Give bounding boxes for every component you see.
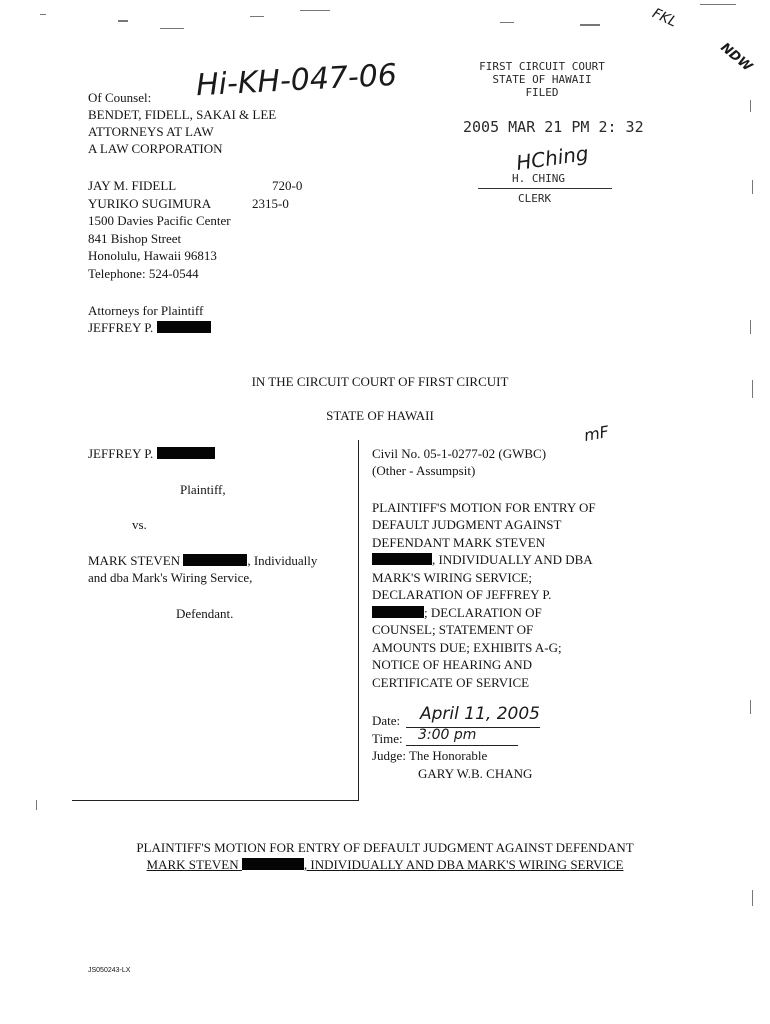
redaction-bar bbox=[372, 553, 432, 565]
hearing-date-value: April 11, 2005 bbox=[420, 704, 540, 724]
telephone-line: Telephone: 524-0544 bbox=[88, 266, 199, 281]
handwritten-civil-initials: mF bbox=[582, 421, 611, 446]
motion-heading-line1: PLAINTIFF'S MOTION FOR ENTRY OF DEFAULT JUDGMENT AGAINST DEFENDANT bbox=[136, 840, 634, 855]
document-title-line: COUNSEL; STATEMENT OF bbox=[372, 622, 534, 637]
redaction-bar bbox=[157, 321, 211, 333]
hearing-time-label: Time: bbox=[372, 731, 403, 746]
firm-name: BENDET, FIDELL, SAKAI & LEE bbox=[88, 107, 277, 122]
hearing-time-line bbox=[406, 745, 518, 746]
court-state: STATE OF HAWAII bbox=[326, 408, 434, 423]
document-title-line: AMOUNTS DUE; EXHIBITS A-G; bbox=[372, 640, 562, 655]
redaction-bar bbox=[242, 858, 304, 870]
defendant-role: Defendant. bbox=[176, 606, 234, 621]
hearing-date-label: Date: bbox=[372, 713, 401, 728]
client-name: JEFFREY P. bbox=[88, 320, 211, 336]
stamp-court-line: FIRST CIRCUIT COURT bbox=[479, 60, 605, 73]
civil-number: Civil No. 05-1-0277-02 (GWBC) bbox=[372, 446, 547, 461]
of-counsel-label: Of Counsel: bbox=[88, 90, 152, 105]
document-title-line: CERTIFICATE OF SERVICE bbox=[372, 675, 530, 690]
document-title-line: ; DECLARATION OF bbox=[372, 605, 542, 621]
plaintiff-role: Plaintiff, bbox=[180, 482, 226, 497]
handwritten-initials: FKL bbox=[649, 5, 680, 31]
filing-stamp bbox=[462, 60, 622, 99]
stamp-filed-line: FILED bbox=[525, 86, 559, 99]
address-line: 1500 Davies Pacific Center bbox=[88, 213, 231, 228]
stamp-clerk-name: H. CHING bbox=[512, 172, 565, 185]
stamp-datetime: 2005 MAR 21 PM 2: 32 bbox=[463, 118, 644, 136]
judge-label: Judge: The Honorable bbox=[372, 748, 488, 763]
judge-name: GARY W.B. CHANG bbox=[418, 766, 533, 781]
redaction-bar bbox=[183, 554, 247, 566]
caption-plaintiff: JEFFREY P. bbox=[88, 446, 215, 462]
caption-vertical-rule bbox=[358, 440, 359, 800]
versus-label: vs. bbox=[132, 517, 147, 532]
document-title-line: MARK'S WIRING SERVICE; bbox=[372, 570, 532, 585]
document-title-line: DEFENDANT MARK STEVEN bbox=[372, 535, 546, 550]
document-title-line: PLAINTIFF'S MOTION FOR ENTRY OF bbox=[372, 500, 596, 515]
attorney-number: 2315-0 bbox=[252, 196, 289, 211]
redaction-bar bbox=[372, 606, 424, 618]
handwritten-case-ref: Hi-KH-047-06 bbox=[195, 57, 398, 104]
stamp-clerk-title: CLERK bbox=[518, 192, 552, 205]
hearing-time-value: 3:00 pm bbox=[418, 727, 477, 743]
handwritten-corner-mark: NDW bbox=[717, 40, 755, 75]
stamp-signature-line bbox=[478, 188, 612, 189]
document-title-line: DECLARATION OF JEFFREY P. bbox=[372, 587, 552, 602]
caption-defendant-dba: and dba Mark's Wiring Service, bbox=[88, 570, 253, 585]
address-line: 841 Bishop Street bbox=[88, 231, 182, 246]
caption-bottom-rule bbox=[72, 800, 359, 801]
stamp-state-line: STATE OF HAWAII bbox=[492, 73, 592, 86]
footer-doc-code: JS050243-LX bbox=[88, 967, 131, 974]
caption-defendant: MARK STEVEN , Individually bbox=[88, 553, 318, 568]
document-title-line: , INDIVIDUALLY AND DBA bbox=[372, 552, 593, 568]
case-type: (Other - Assumpsit) bbox=[372, 463, 476, 478]
document-title-line: NOTICE OF HEARING AND bbox=[372, 657, 532, 672]
attorney-name: JAY M. FIDELL bbox=[88, 178, 177, 193]
firm-line: A LAW CORPORATION bbox=[88, 141, 223, 156]
court-title: IN THE CIRCUIT COURT OF FIRST CIRCUIT bbox=[251, 374, 509, 389]
clerk-signature: HChing bbox=[514, 141, 590, 175]
address-line: Honolulu, Hawaii 96813 bbox=[88, 248, 217, 263]
attorneys-for-line: Attorneys for Plaintiff bbox=[88, 303, 204, 318]
attorney-name: YURIKO SUGIMURA bbox=[88, 196, 212, 211]
motion-heading-line2: MARK STEVEN , INDIVIDUALLY AND DBA MARK'S WIRING SERVICE bbox=[146, 857, 624, 872]
document-title-line: DEFAULT JUDGMENT AGAINST bbox=[372, 517, 562, 532]
redaction-bar bbox=[157, 447, 215, 459]
firm-line: ATTORNEYS AT LAW bbox=[88, 124, 214, 139]
attorney-number: 720-0 bbox=[272, 178, 303, 193]
